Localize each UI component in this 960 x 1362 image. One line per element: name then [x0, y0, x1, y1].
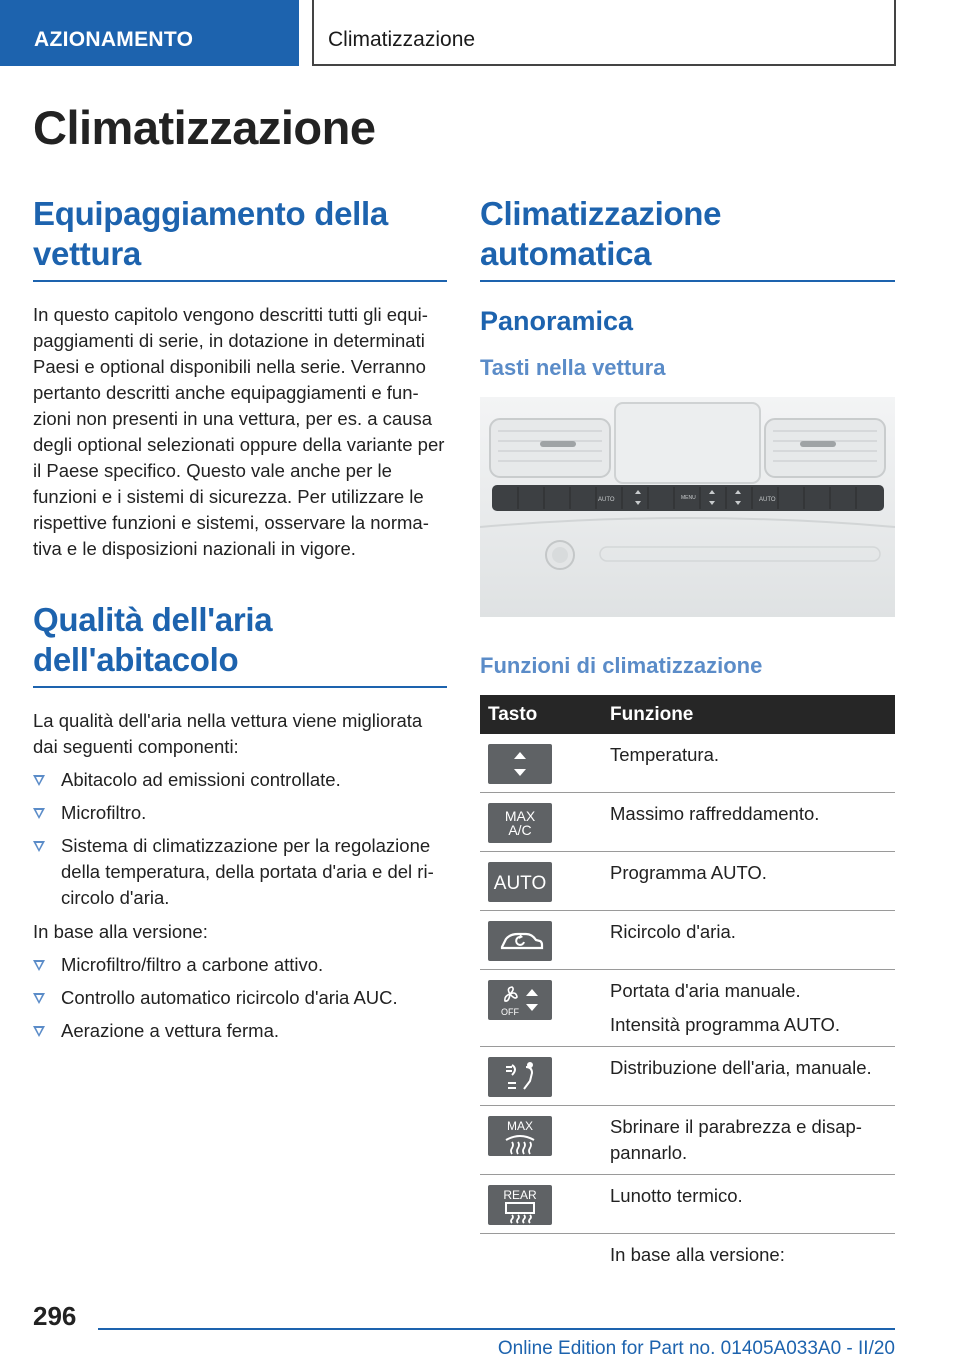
footer-divider: [98, 1328, 895, 1330]
buttons-heading: Tasti nella vettura: [480, 355, 666, 380]
equipment-heading: Equipaggiamento della vettura: [33, 194, 447, 282]
air-quality-intro: La qualità dell'aria nella vettura viene migliorata dai seguenti componenti:: [33, 710, 423, 757]
table-row: Temperatura.: [480, 734, 895, 793]
table-row: AUTO Programma AUTO.: [480, 852, 895, 911]
left-column: [33, 194, 447, 1044]
overview-heading: Panoramica: [480, 306, 634, 336]
svg-text:MAX: MAX: [506, 1119, 534, 1133]
functions-table: [480, 695, 895, 1276]
rear-defrost-icon: [488, 1185, 552, 1225]
recirculation-icon: [488, 921, 552, 961]
table-row: Distribuzione dell'aria, manuale.: [480, 1047, 895, 1106]
photo-label-menu: MENU: [681, 495, 696, 501]
bullet-triangle-icon: [33, 993, 45, 1004]
dashboard-illustration: [480, 397, 895, 617]
page-number: 296: [33, 1301, 77, 1331]
page-title: Climatizzazione: [33, 101, 376, 154]
bullet-triangle-icon: [33, 1026, 45, 1037]
list-item: Abitacolo ad emissioni controllate.: [33, 767, 447, 793]
svg-text:AUTO: AUTO: [493, 873, 547, 894]
max-defrost-icon: [488, 1116, 552, 1156]
list-item: Controllo automatico ricircolo d'aria AUC.: [33, 985, 447, 1011]
table-row: REAR Lunotto termico.: [480, 1175, 895, 1234]
table-row: MAX Sbrinare il parabrezza e disappannarlo.: [480, 1106, 895, 1175]
list-item: Sistema di climatizzazione per la regolazione della temperatura, della portata d'aria e del ricircolo d'aria.: [33, 833, 447, 911]
climate-panel-photo: [480, 397, 895, 617]
header-key: Tasto: [480, 695, 602, 734]
photo-label-auto: AUTO: [598, 497, 615, 503]
fan-off-icon: [488, 980, 552, 1020]
bullet-triangle-icon: [33, 808, 45, 819]
list-item: Microfiltro/filtro a carbone attivo.: [33, 952, 447, 978]
bullet-triangle-icon: [33, 960, 45, 971]
table-row: OFF Portata d'aria manuale. Intensità programma AUTO.: [480, 970, 895, 1047]
svg-text:MAX: MAX: [504, 808, 536, 824]
version-intro: In base alla versione:: [33, 921, 208, 942]
table-row: Ricircolo d'aria.: [480, 911, 895, 970]
header-function: Funzione: [602, 695, 895, 734]
photo-label-auto-right: AUTO: [759, 497, 776, 503]
table-row: [480, 1234, 895, 1277]
max-ac-icon: [488, 803, 552, 843]
auto-climate-heading: Climatizzazione automatica: [480, 194, 895, 282]
table-row: MAX A/C Massimo raffreddamento.: [480, 793, 895, 852]
air-distribution-icon: [488, 1057, 552, 1097]
svg-text:OFF: OFF: [501, 1007, 519, 1017]
equipment-text: In questo capitolo vengono descritti tutti gli equipaggiamenti di serie, in dotazione in determinati Paesi e optional disponibili nella serie. Verranno pertanto descritti anche equipaggiamenti e funzioni non presenti in una vettura, per es. a causa degli optional selezionati oppure della variante per il Paese specifico. Questo vale anche per le funzioni e i sistemi di sicurezza. Per utilizzare le rispettive funzioni e sistemi, osservare la normativa e le disposizioni nazionali in vigore.: [33, 304, 445, 559]
right-column: [480, 194, 895, 1276]
list-item: Microfiltro.: [33, 800, 447, 826]
air-quality-heading: Qualità dell'aria dell'abitacolo: [33, 600, 447, 688]
list-item: Aerazione a vettura ferma.: [33, 1018, 447, 1044]
functions-heading: Funzioni di climatizzazione: [480, 653, 763, 678]
air-quality-list: [33, 767, 447, 911]
section-tab[interactable]: AZIONAMENTO: [0, 0, 299, 66]
temperature-arrows-icon: [488, 744, 552, 784]
auto-icon: [488, 862, 552, 902]
version-list: [33, 952, 447, 1044]
edition-link[interactable]: Online Edition for Part no. 01405A033A0 - II/20: [497, 1338, 895, 1359]
page-header: [0, 0, 960, 66]
bullet-triangle-icon: [33, 775, 45, 786]
table-header-row: [480, 695, 895, 734]
svg-text:A/C: A/C: [508, 822, 532, 838]
bullet-triangle-icon: [33, 841, 45, 852]
version-note: In base alla versione:: [610, 1244, 785, 1265]
chapter-tab[interactable]: Climatizzazione: [312, 0, 896, 66]
svg-text:REAR: REAR: [503, 1188, 537, 1202]
